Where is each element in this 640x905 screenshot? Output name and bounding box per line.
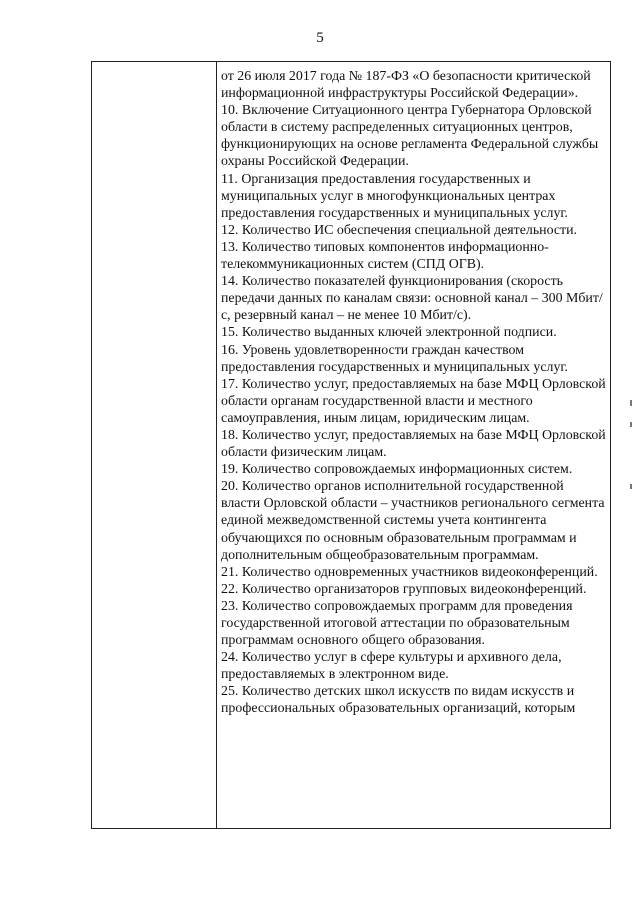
paragraph: 25. Количество детских школ искусств по видам искусств и профессиональных образовательных организаций, которым xyxy=(221,684,576,717)
paragraph: 19. Количество сопровождаемых информационных систем. xyxy=(221,462,573,478)
paragraph: 20. Количество органов исполнительной государственной власти Орловской области – участников регионального сегмента единой межведомственной системы учета контингента обучающихся по основным образовательным программам и дополнительным общеобразовательным программам. xyxy=(221,479,605,563)
paragraph: 14. Количество показателей функционирования (скорость передачи данных по каналам связи: основной канал – 300 Мбит/с, резервный канал – не менее 10 Мбит/с). xyxy=(221,274,603,324)
paragraph: 24. Количество услуг в сфере культуры и архивного дела, предоставляемых в электронном виде. xyxy=(221,650,562,683)
table-cell-text xyxy=(221,68,606,718)
paragraph: 13. Количество типовых компонентов информационно-телекоммуникационных систем (СПД ОГВ). xyxy=(221,239,549,273)
paragraph: 15. Количество выданных ключей электронной подписи. xyxy=(221,325,557,341)
paragraph: 11. Организация предоставления государственных и муниципальных услуг в многофункциональных центрах предоставления государственных и муниципальных услуг. xyxy=(221,171,568,221)
paragraph: 16. Уровень удовлетворенности граждан качеством предоставления государственных и муниципальных услуг. xyxy=(221,342,568,375)
paragraph: от 26 июля 2017 года № 187-ФЗ «О безопасности критической информационной инфраструктуры Российской Федерации». xyxy=(221,69,591,102)
document-table xyxy=(91,61,611,829)
paragraph: 21. Количество одновременных участников видеоконференций. xyxy=(221,564,598,580)
scan-mark xyxy=(630,422,632,427)
column-divider xyxy=(216,62,217,828)
paragraph: 22. Количество организаторов групповых видеоконференций. xyxy=(221,581,587,597)
paragraph: 12. Количество ИС обеспечения специальной деятельности. xyxy=(221,222,578,238)
paragraph: 23. Количество сопровождаемых программ для проведения государственной итоговой аттестации по образовательным программам основного общего образования. xyxy=(221,598,573,649)
page-number: 5 xyxy=(316,30,324,46)
paragraph: 17. Количество услуг, предоставляемых на базе МФЦ Орловской области органам государственной власти и местного самоуправления, иным лицам, юридическим лицам. xyxy=(221,376,606,426)
scan-mark xyxy=(630,484,632,489)
scan-mark xyxy=(630,400,632,406)
paragraph: 18. Количество услуг, предоставляемых на базе МФЦ Орловской области физическим лицам. xyxy=(221,427,606,461)
paragraph: 10. Включение Ситуационного центра Губернатора Орловской области в систему распределенных ситуационных центров, функционирующих на основе регламента Федеральной службы охраны Российской Федерации. xyxy=(221,103,599,170)
